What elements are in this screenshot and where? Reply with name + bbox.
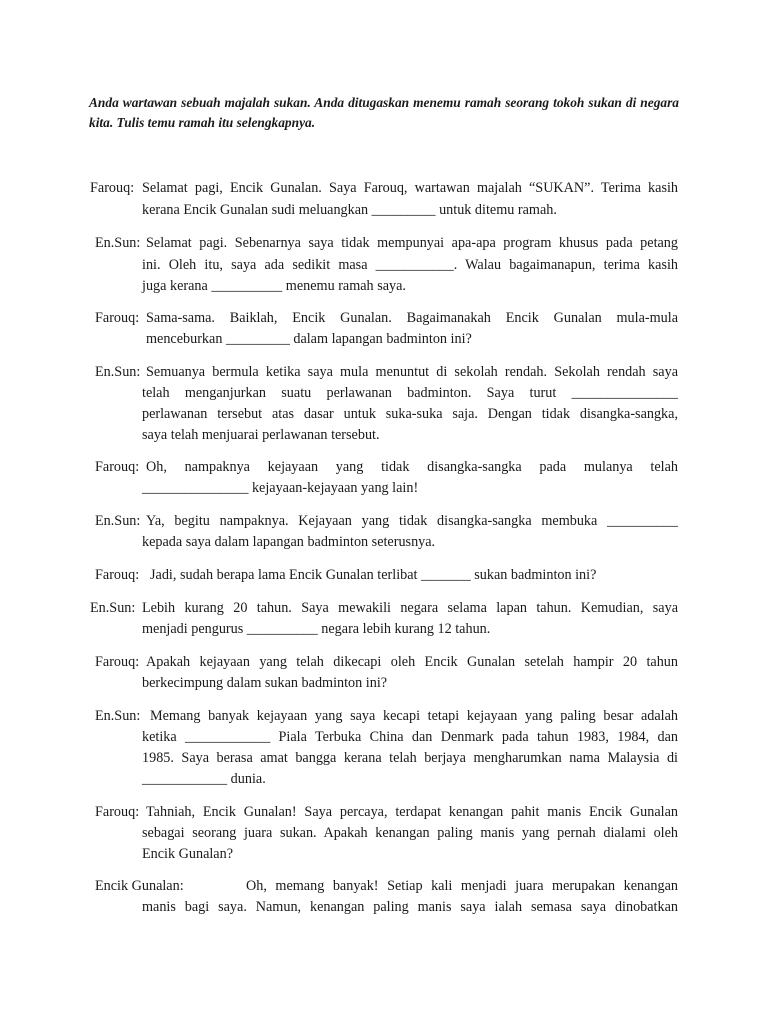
dialogue-text: Memang banyak kejayaan yang saya kecapi tetapi kejayaan yang paling besar adalah xyxy=(150,708,678,724)
dialogue-text: berkecimpung dalam sukan badminton ini? xyxy=(142,675,388,691)
dialogue-text: Selamat pagi. Sebenarnya saya tidak mempunyai apa-apa program khusus pada petang xyxy=(146,235,678,251)
dialogue-line xyxy=(0,382,768,404)
dialogue-line xyxy=(0,768,768,790)
dialogue-line xyxy=(0,531,768,553)
dialogue-text: 1985. Saya berasa amat bangga kerana telah berjaya mengharumkan nama Malaysia di xyxy=(142,750,678,766)
dialogue-text: Semuanya bermula ketika saya mula menuntut di sekolah rendah. Sekolah rendah saya xyxy=(146,364,678,380)
dialogue-line xyxy=(0,651,768,673)
dialogue-line xyxy=(0,564,768,586)
dialogue-line xyxy=(0,896,768,918)
dialogue-line xyxy=(0,275,768,297)
dialogue-text: Lebih kurang 20 tahun. Saya mewakili negara selama lapan tahun. Kemudian, saya xyxy=(142,600,678,616)
dialogue-line xyxy=(0,822,768,844)
dialogue-line xyxy=(0,177,768,199)
dialogue-text: Oh, memang banyak! Setiap kali menjadi juara merupakan kenangan xyxy=(246,878,678,894)
dialogue-line xyxy=(0,403,768,425)
instruction-text: Anda wartawan sebuah majalah sukan. Anda ditugaskan menemu ramah seorang tokoh sukan di negara kita. Tulis temu ramah itu selengkapnya. xyxy=(89,95,679,130)
dialogue-text: telah menganjurkan suatu perlawanan badminton. Saya turut _______________ xyxy=(142,385,678,401)
speaker-label: Encik Gunalan: xyxy=(95,878,184,894)
dialogue-line xyxy=(0,672,768,694)
dialogue-text: kerana Encik Gunalan sudi meluangkan _________ untuk ditemu ramah. xyxy=(142,202,557,218)
speaker-label: Farouq: xyxy=(95,310,140,326)
dialogue-line xyxy=(0,477,768,499)
dialogue-line xyxy=(0,510,768,532)
dialogue-text: ketika ____________ Piala Terbuka China dan Denmark pada tahun 1983, 1984, dan xyxy=(142,729,678,745)
dialogue-line xyxy=(0,328,768,350)
dialogue-text: Encik Gunalan? xyxy=(142,846,233,862)
dialogue-text: _______________ kejayaan-kejayaan yang lain! xyxy=(142,480,419,496)
dialogue-line xyxy=(0,232,768,254)
dialogue-text: juga kerana __________ menemu ramah saya. xyxy=(142,278,406,294)
dialogue-line xyxy=(0,361,768,383)
dialogue-line xyxy=(0,307,768,329)
dialogue-text: ini. Oleh itu, saya ada sedikit masa ___________. Walau bagaimanapun, terima kasih xyxy=(142,257,678,273)
speaker-label: En.Sun: xyxy=(95,708,141,724)
dialogue-text: kepada saya dalam lapangan badminton seterusnya. xyxy=(142,534,436,550)
dialogue-text: menceburkan _________ dalam lapangan badminton ini? xyxy=(146,331,472,347)
dialogue-text: Tahniah, Encik Gunalan! Saya percaya, terdapat kenangan pahit manis Encik Gunalan xyxy=(146,804,678,820)
dialogue-line xyxy=(0,801,768,823)
speaker-label: Farouq: xyxy=(95,459,140,475)
dialogue-text: Selamat pagi, Encik Gunalan. Saya Farouq, wartawan majalah “SUKAN”. Terima kasih xyxy=(142,180,678,196)
speaker-label: En.Sun: xyxy=(90,600,136,616)
dialogue-line xyxy=(0,705,768,727)
dialogue-text: Apakah kejayaan yang telah dikecapi oleh Encik Gunalan setelah hampir 20 tahun xyxy=(146,654,678,670)
dialogue-text: menjadi pengurus __________ negara lebih kurang 12 tahun. xyxy=(142,621,491,637)
dialogue-line xyxy=(0,618,768,640)
speaker-label: En.Sun: xyxy=(95,513,141,529)
dialogue-text: Ya, begitu nampaknya. Kejayaan yang tidak disangka-sangka membuka __________ xyxy=(146,513,678,529)
dialogue-text: ____________ dunia. xyxy=(142,771,266,787)
speaker-label: Farouq: xyxy=(90,180,135,196)
speaker-label: En.Sun: xyxy=(95,235,141,251)
dialogue-text: manis bagi saya. Namun, kenangan paling manis saya ialah semasa saya dinobatkan xyxy=(142,899,678,915)
speaker-label: Farouq: xyxy=(95,804,140,820)
dialogue-line xyxy=(0,199,768,221)
dialogue-line xyxy=(0,456,768,478)
dialogue-line xyxy=(0,726,768,748)
speaker-label: Farouq: xyxy=(95,654,140,670)
speaker-label: Farouq: xyxy=(95,567,140,583)
dialogue-text: perlawanan tersebut atas dasar untuk suka-suka saja. Dengan tidak disangka-sangka, xyxy=(142,406,678,422)
dialogue-line xyxy=(0,747,768,769)
dialogue-line xyxy=(0,597,768,619)
dialogue-line xyxy=(0,875,768,897)
speaker-label: En.Sun: xyxy=(95,364,141,380)
dialogue-text: saya telah menjuarai perlawanan tersebut. xyxy=(142,427,380,443)
dialogue-text: Jadi, sudah berapa lama Encik Gunalan terlibat _______ sukan badminton ini? xyxy=(150,567,597,583)
dialogue-text: sebagai seorang juara sukan. Apakah kenangan paling manis yang pernah dialami oleh xyxy=(142,825,678,841)
dialogue-line xyxy=(0,254,768,276)
dialogue-line xyxy=(0,424,768,446)
dialogue-line xyxy=(0,843,768,865)
dialogue-text: Oh, nampaknya kejayaan yang tidak disangka-sangka pada mulanya telah xyxy=(146,459,678,475)
dialogue-text: Sama-sama. Baiklah, Encik Gunalan. Bagaimanakah Encik Gunalan mula-mula xyxy=(146,310,678,326)
